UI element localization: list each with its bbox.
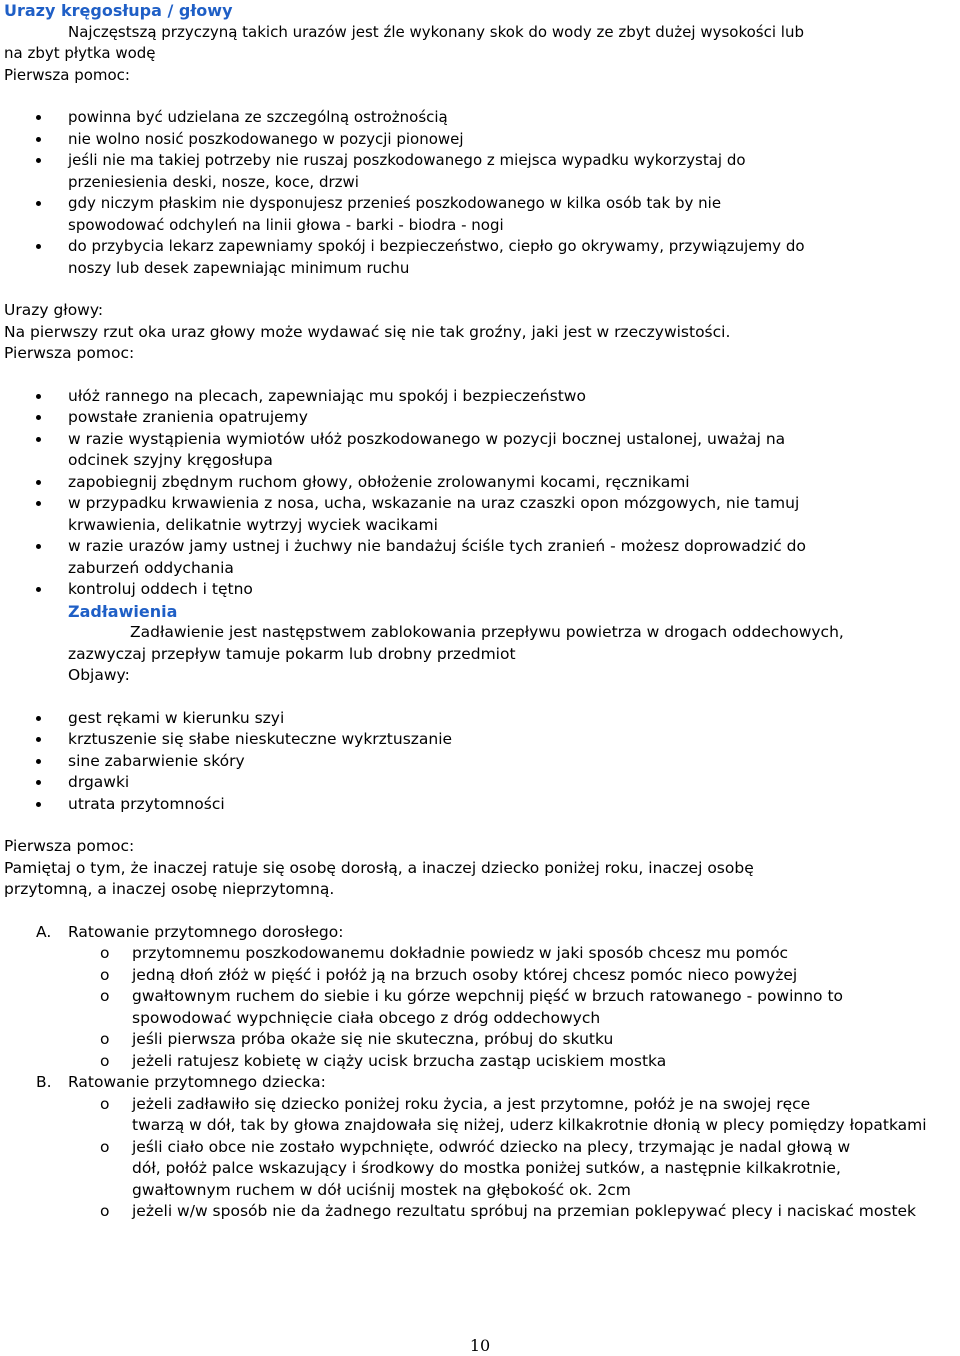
sub-marker: o — [100, 1051, 110, 1070]
list-item-text: w razie urazów jamy ustnej i żuchwy nie bandażuj ściśle tych zranień - możesz doprowadzić do — [68, 537, 806, 555]
list-item-text: jeżeli w/w sposób nie da żadnego rezultatu spróbuj na przemian poklepywać plecy i — [132, 1202, 782, 1220]
list-item — [4, 965, 956, 987]
section-title-spine: Urazy kręgosłupa / głowy — [4, 1, 233, 20]
head-intro: Na pierwszy rzut oka uraz głowy może wydawać się nie tak groźny, jaki jest w rzeczywistości. — [4, 322, 731, 341]
list-item-text: jeżeli ratujesz kobietę w ciąży ucisk brzucha zastąp uciskiem mostka — [132, 1051, 667, 1070]
list-item-text: gwałtownym ruchem w dół uciśnij mostek na głębokość ok. 2cm — [132, 1180, 631, 1199]
list-item — [4, 708, 956, 730]
spine-intro-line-1: Najczęstszą przyczyną takich urazów jest źle wykonany skok do wody ze zbyt dużej wysokości lub — [68, 22, 804, 41]
adult-rescue-heading — [4, 922, 956, 944]
section-title-choking: Zadławienia — [68, 601, 178, 621]
list-item-text: gwałtownym ruchem do siebie i ku górze wepchnij pięść w brzuch ratowanego - powinno to — [132, 987, 844, 1005]
list-item-text: spowodować wypchnięcie ciała obcego z dróg oddechowych — [132, 1008, 601, 1027]
list-item-text: drgawki — [68, 773, 130, 791]
list-item-text: twarzą w dół, tak by głowa znajdowała się niżej, uderz kilkakrotnie dłonią w plecy pomiędzy — [132, 1116, 845, 1134]
child-rescue-label: Ratowanie przytomnego dziecka: — [68, 1073, 326, 1091]
child-rescue-heading — [4, 1072, 956, 1094]
list-item-text: jeśli ciało obce nie zostało wypchnięte, odwróć dziecko na plecy, trzymając je nadal głową w — [132, 1137, 851, 1156]
list-marker: B. — [36, 1073, 52, 1091]
list-item-text: gest rękami w kierunku szyi — [68, 708, 285, 727]
list-item — [4, 129, 956, 151]
list-item — [4, 1137, 956, 1202]
list-item-text: gdy niczym płaskim nie dysponujesz przenieś poszkodowanego w kilka osób tak by nie — [68, 194, 722, 212]
list-item-text: jeśli nie ma takiej potrzeby nie ruszaj poszkodowanego z miejsca wypadku wykorzystaj do — [68, 151, 746, 169]
list-item — [4, 493, 956, 536]
list-item-text: nie wolno nosić poszkodowanego w pozycji pionowej — [68, 129, 464, 148]
list-item-text: przeniesienia deski, nosze, koce, drzwi — [68, 172, 359, 191]
list-item-text: powstałe zranienia opatrujemy — [68, 408, 308, 426]
list-item — [4, 794, 956, 816]
list-item-text: do przybycia lekarz zapewniamy spokój i bezpieczeństwo, ciepło go okrywamy, przywiązujemy do — [68, 237, 805, 255]
list-item-text: utrata przytomności — [68, 794, 225, 813]
list-item-text: przytomnemu poszkodowanemu dokładnie powiedz w jaki sposób chcesz mu pomóc — [132, 944, 789, 962]
list-item — [4, 150, 956, 193]
list-item-text: dół, połóż palce wskazujący i środkowy do mostka poniżej sutków, a następnie kilkakrotnie, — [132, 1159, 841, 1177]
list-item — [4, 107, 956, 129]
list-item — [4, 579, 956, 601]
list-item-text: spowodować odchyleń na linii głowa - barki - biodra - nogi — [68, 215, 504, 234]
list-item-text: krwawienia, delikatnie wytrzyj wyciek wacikami — [68, 515, 438, 534]
choking-desc-line-1: Zadławienie jest następstwem zablokowania przepływu powietrza w drogach oddechowych, — [130, 623, 844, 641]
list-item-text: naciskać mostek — [786, 1202, 917, 1220]
adult-rescue-label: Ratowanie przytomnego dorosłego: — [68, 922, 344, 941]
list-item — [4, 1029, 956, 1051]
page-number: 10 — [469, 1336, 491, 1355]
list-item — [4, 429, 956, 472]
adult-rescue-list — [4, 943, 956, 1072]
list-item-text: łopatkami — [849, 1116, 927, 1134]
list-item-text: jeżeli zadławiło się dziecko poniżej roku życia, a jest przytomne, połóż je na swojej ręce — [132, 1094, 811, 1113]
spine-bullet-list — [4, 107, 956, 279]
list-item-text: ułóż rannego na plecach, zapewniając mu spokój i bezpieczeństwo — [68, 386, 586, 405]
sub-marker: o — [100, 1030, 110, 1048]
choking-symptoms-label: Objawy: — [68, 666, 130, 684]
list-item-text: jedną dłoń złóż w pięść i połóż ją na brzuch osoby której chcesz pomóc nieco powyżej — [132, 965, 798, 984]
document-page — [4, 0, 956, 1223]
choking-note-line-2: przytomną, a inaczej osobę nieprzytomną. — [4, 880, 335, 898]
choking-desc-line-2: zazwyczaj przepływ tamuje pokarm lub drobny przedmiot — [68, 644, 516, 663]
child-rescue-list — [4, 1094, 956, 1223]
list-item-text: krztuszenie się słabe nieskuteczne wykrztuszanie — [68, 730, 453, 748]
list-item — [4, 407, 956, 429]
list-item — [4, 536, 956, 579]
list-item-text: kontroluj oddech i tętno — [68, 580, 253, 598]
list-item — [4, 1051, 956, 1073]
list-item-text: jeśli pierwsza próba okaże się nie skuteczna, próbuj do skutku — [132, 1030, 614, 1048]
sub-marker: o — [100, 1202, 110, 1220]
sub-marker: o — [100, 965, 110, 984]
list-item — [4, 729, 956, 751]
list-item-text: sine zabarwienie skóry — [68, 751, 245, 770]
spine-first-aid-label: Pierwsza pomoc: — [4, 65, 130, 84]
list-item — [4, 193, 956, 236]
list-item-text: zaburzeń oddychania — [68, 558, 234, 577]
list-marker: A. — [36, 922, 52, 941]
list-item — [4, 386, 956, 408]
list-item — [4, 943, 956, 965]
sub-marker: o — [100, 1137, 110, 1156]
choking-first-aid-label: Pierwsza pomoc: — [4, 837, 135, 855]
list-item — [4, 1201, 956, 1223]
head-bullet-list — [4, 386, 956, 601]
list-item-text: w razie wystąpienia wymiotów ułóż poszkodowanego w pozycji bocznej ustalonej, uważaj na — [68, 429, 786, 448]
sub-marker: o — [100, 1094, 110, 1113]
list-item — [4, 772, 956, 794]
list-item-text: noszy lub desek zapewniając minimum ruchu — [68, 258, 410, 277]
list-item-text: powinna być udzielana ze szczególną ostrożnością — [68, 108, 448, 126]
head-section-label: Urazy głowy: — [4, 301, 104, 319]
sub-marker: o — [100, 944, 110, 962]
list-item — [4, 751, 956, 773]
list-item — [4, 236, 956, 279]
list-item-text: w przypadku krwawienia z nosa, ucha, wskazanie na uraz czaszki opon mózgowych, nie tamuj — [68, 494, 800, 512]
list-item-text: zapobiegnij zbędnym ruchom głowy, obłożenie zrolowanymi kocami, ręcznikami — [68, 472, 690, 491]
list-item-text: odcinek szyjny kręgosłupa — [68, 451, 273, 469]
spine-intro-line-2: na zbyt płytka wodę — [4, 44, 156, 62]
list-item — [4, 1094, 956, 1137]
head-first-aid-label: Pierwsza pomoc: — [4, 344, 135, 362]
choking-note-line-1: Pamiętaj o tym, że inaczej ratuje się osobę dorosłą, a inaczej dziecko poniżej roku, inaczej osobę — [4, 858, 754, 877]
list-item — [4, 986, 956, 1029]
symptoms-bullet-list — [4, 708, 956, 816]
list-item — [4, 472, 956, 494]
sub-marker: o — [100, 987, 110, 1005]
